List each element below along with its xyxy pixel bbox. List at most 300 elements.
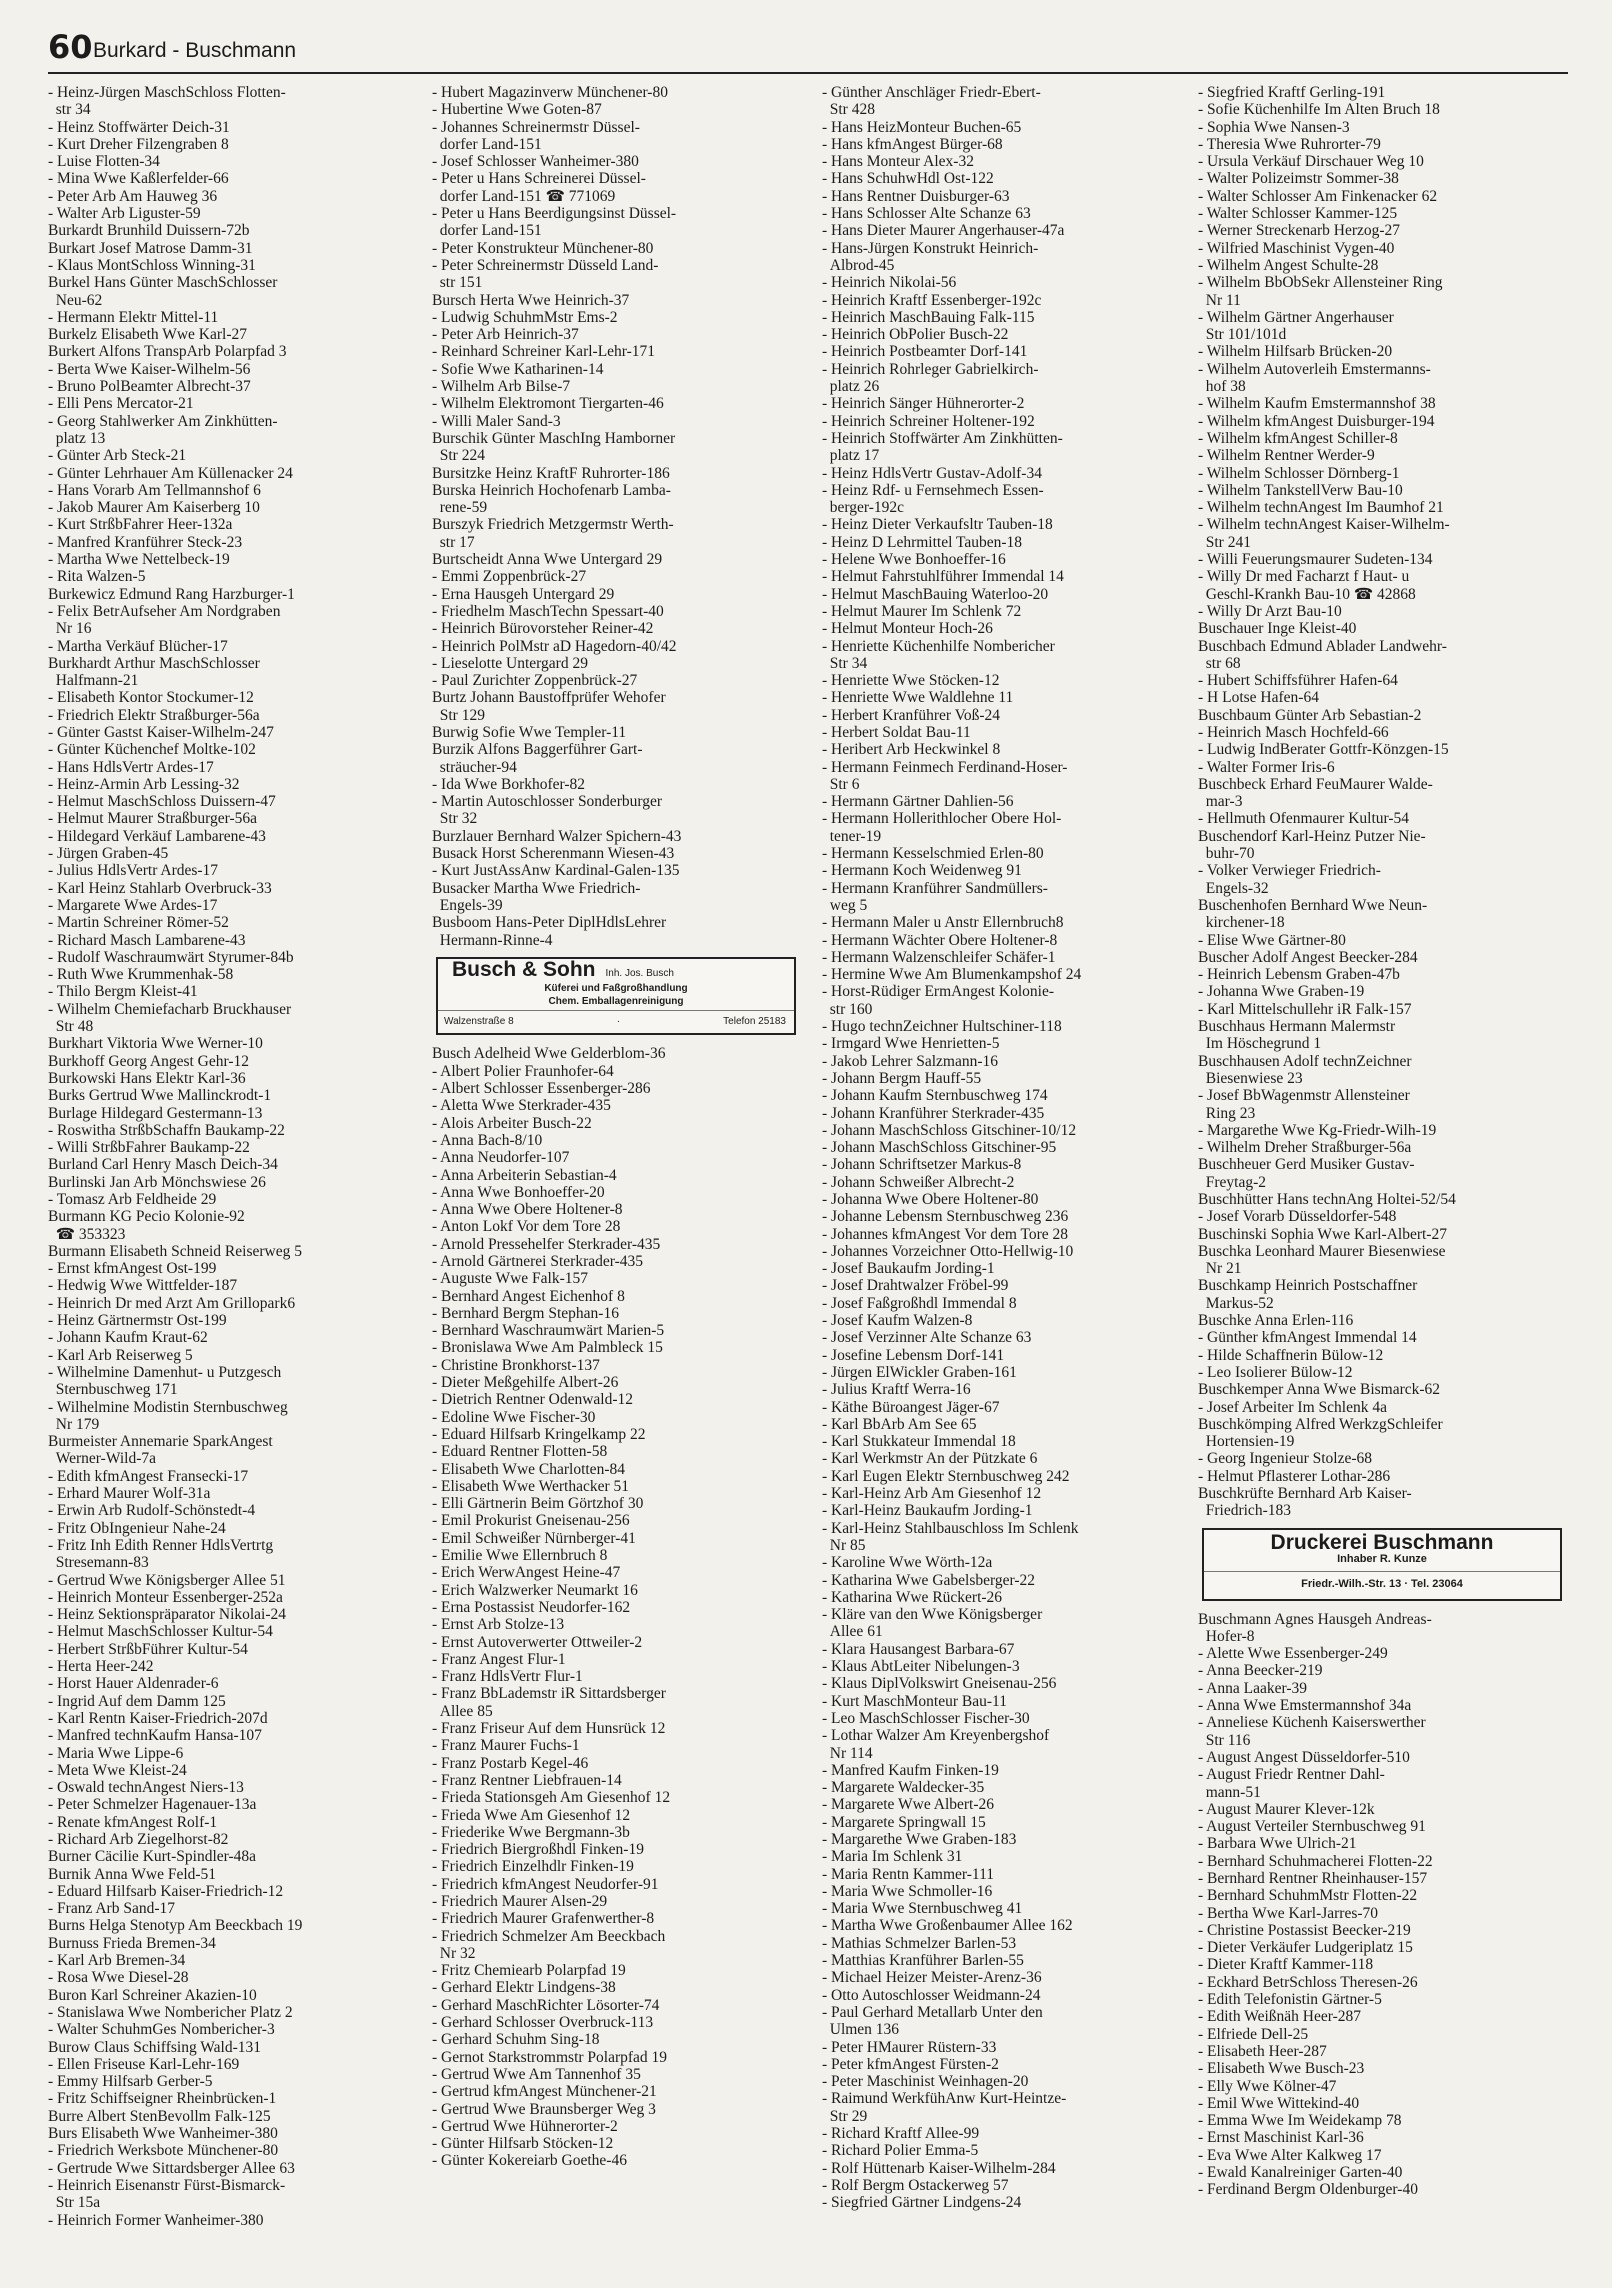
directory-entry: Burmann KG Pecio Kolonie-92 ☎ 353323 [48,1208,245,1243]
directory-entry: - Heinrich Nikolai-56 [822,274,957,292]
directory-entry: - Elisabeth Wwe Charlotten-84 [432,1460,625,1478]
directory-entry: - Ernst Maschinist Karl-36 [1198,2129,1364,2147]
directory-entry: - Hedwig Wwe Wittfelder-187 [48,1277,238,1295]
directory-entry: - Johann Kaufm Kraut-62 [48,1329,208,1347]
directory-entry: - Friedrich Elektr Straßburger-56a [48,706,260,724]
directory-entry: - Wilhelm Rentner Werder-9 [1198,447,1375,465]
directory-entry: - Günter Kokereiarb Goethe-46 [432,2152,627,2170]
directory-entry: - Anna Wwe Obere Holtener-8 [432,1201,623,1219]
directory-entry: - Maria Wwe Sternbuschweg 41 [822,1900,1023,1918]
directory-entry: - Werner Streckenarb Herzog-27 [1198,222,1401,240]
directory-entry: - Josef Drahtwalzer Fröbel-99 [822,1277,1009,1295]
directory-entry: - Franz HdlsVertr Flur-1 [432,1668,583,1686]
directory-entry: - Kurt Dreher Filzengraben 8 [48,135,229,153]
directory-entry: Burner Cäcilie Kurt-Spindler-48a [48,1848,257,1866]
directory-entry: - Helmut Pflasterer Lothar-286 [1198,1467,1391,1485]
directory-entry: - Erich WerwAngest Heine-47 [432,1564,621,1582]
directory-entry: - Ursula Verkäuf Dirschauer Weg 10 [1198,153,1424,171]
directory-entry: - Rosa Wwe Diesel-28 [48,1969,189,1987]
directory-entry: - Maria Im Schlenk 31 [822,1848,963,1866]
directory-entry: - Gertrud Wwe Hühnerorter-2 [432,2117,618,2135]
directory-entry: - Hans Rentner Duisburger-63 [822,187,1010,205]
directory-entry: - Johann MaschSchloss Gitschiner-95 [822,1139,1057,1157]
directory-entry: Burzlauer Bernhard Walzer Spichern-43 [432,827,682,845]
directory-entry: - Gernot Starkstrommstr Polarpfad 19 [432,2048,668,2066]
directory-entry: - Roswitha StrßbSchaffn Baukamp-22 [48,1121,285,1139]
directory-entry: - Rudolf Waschraumwärt Styrumer-84b [48,948,294,966]
directory-entry: - Karl-Heinz Baukaufm Jording-1 [822,1502,1033,1520]
directory-entry: Burkhart Viktoria Wwe Werner-10 [48,1035,263,1053]
directory-entry: - Friedrich kfmAngest Neudorfer-91 [432,1875,659,1893]
directory-entry: Buschhaus Hermann Malermstr Im Höschegrund 1 [1198,1018,1396,1053]
directory-entry: - Peter Arb Heinrich-37 [432,326,579,344]
directory-entry: - Gertrud kfmAngest Münchener-21 [432,2083,657,2101]
directory-entry: Burkewicz Edmund Rang Harzburger-1 [48,585,295,603]
directory-entry: - Wilhelm Angest Schulte-28 [1198,256,1379,274]
directory-entry: - Peter u Hans Schreinerei Düssel- dorfer Land-151 ☎ 771069 [432,170,646,205]
directory-entry: Burland Carl Henry Masch Deich-34 [48,1156,278,1174]
directory-entry: Burschik Günter MaschIng Hamborner Str 224 [432,429,676,465]
directory-entry: - Friedrich Biergroßhdl Finken-19 [432,1841,644,1859]
directory-entry: - Elisabeth Wwe Busch-23 [1198,2060,1365,2078]
directory-entry: - Josef Faßgroßhdl Immendal 8 [822,1294,1017,1312]
directory-entry: - Eckhard BetrSchloss Theresen-26 [1198,1973,1418,1991]
directory-entry: - Dieter Kraftf Kammer-118 [1198,1956,1374,1974]
directory-entry: - Emmi Zoppenbrück-27 [432,568,587,586]
directory-entry: - Josef Arbeiter Im Schlenk 4a [1198,1398,1387,1416]
directory-entry: - Heinrich PolMstr aD Hagedorn-40/42 [432,637,677,655]
directory-entry: - Anna Beecker-219 [1198,1662,1323,1680]
ad-address: Friedr.-Wilh.-Str. 13 · Tel. 23064 [1204,1571,1560,1598]
directory-entry: - Kurt JustAssAnw Kardinal-Galen-135 [432,862,680,880]
directory-entry: - Kurt MaschMonteur Bau-11 [822,1692,1007,1710]
directory-entry: Burkhoff Georg Angest Gehr-12 [48,1052,250,1070]
directory-entry: - Friederike Wwe Bergmann-3b [432,1823,630,1841]
directory-entry: - Edith Telefonistin Gärtner-5 [1198,1991,1382,2009]
directory-entry: - Wilhelm Kaufm Emstermannshof 38 [1198,395,1436,413]
directory-entry: - Dieter Meßgehilfe Albert-26 [432,1374,619,1392]
directory-entry: - Heinrich Schreiner Holtener-192 [822,412,1035,430]
directory-entry: - Wilhelm Schlosser Dörnberg-1 [1198,464,1400,482]
directory-entry: - Karl Heinz Stahlarb Overbruck-33 [48,879,272,897]
directory-entry: - Elfriede Dell-25 [1198,2025,1309,2043]
directory-entry: - Leo MaschSchlosser Fischer-30 [822,1709,1030,1727]
directory-entry: - Leo Isolierer Bülow-12 [1198,1363,1353,1381]
directory-entry: - Johannes Schreinermstr Düssel- dorfer Land-151 [432,118,640,153]
directory-entry: - Heinrich Former Wanheimer-380 [48,2211,264,2229]
directory-entry: - Raimund WerkfühAnw Kurt-Heintze- Str 29 [822,2090,1067,2125]
directory-entry: - Heinrich Sänger Hühnerorter-2 [822,395,1025,413]
directory-entry: - Manfred Kranführer Steck-23 [48,533,243,551]
directory-entry: - Hubert Magazinverw Münchener-80 [432,84,668,101]
directory-entry: - Gerhard Elektr Lindgens-38 [432,1979,616,1997]
directory-entry: - Reinhard Schreiner Karl-Lehr-171 [432,343,656,361]
directory-entry: - Eduard Hilfsarb Kaiser-Friedrich-12 [48,1882,284,1900]
directory-entry: - Willi StrßbFahrer Baukamp-22 [48,1139,250,1157]
directory-entry: - Hans HeizMonteur Buchen-65 [822,118,1022,136]
directory-entry: - Hubertine Wwe Goten-87 [432,101,602,119]
directory-entry: - Hans Schlosser Alte Schanze 63 [822,205,1031,223]
directory-entry: Burkel Hans Günter MaschSchlosser Neu-62 [48,274,278,309]
directory-entry: - Wilhelm Arb Bilse-7 [432,378,571,396]
directory-entry: - Karl-Heinz Arb Am Giesenhof 12 [822,1485,1042,1503]
directory-entry: - Friedrich Schmelzer Am Beeckbach Nr 32 [432,1927,666,1962]
directory-entry: - Elisabeth Kontor Stockumer-12 [48,689,254,707]
directory-entry: - Heinz-Jürgen MaschSchloss Flotten- str 34 [48,84,286,119]
directory-entry: - Bruno PolBeamter Albrecht-37 [48,378,251,396]
directory-entry: - Karl Arb Bremen-34 [48,1952,186,1970]
directory-entry: - Elli Pens Mercator-21 [48,395,194,413]
directory-entry: - Tomasz Arb Feldheide 29 [48,1191,217,1208]
directory-entry: - Wilhelm Autoverleih Emstermanns- hof 38 [1198,360,1431,396]
directory-entry: - Peter Schreinermstr Düsseld Land- str 151 [432,256,659,292]
directory-entry: - August Angest Düsseldorfer-510 [1198,1748,1410,1766]
directory-entry: - Franz Rentner Liebfrauen-14 [432,1771,622,1789]
directory-entry: - Klaus DiplVolkswirt Gneisenau-256 [822,1675,1057,1693]
directory-entry: - Otto Autoschlosser Weidmann-24 [822,1986,1041,2004]
directory-entry: - Margarete Wwe Ardes-17 [48,896,218,914]
directory-entry: - Barbara Wwe Ulrich-21 [1198,1835,1357,1853]
directory-entry: - Christine Bronkhorst-137 [432,1356,600,1374]
directory-entry: - Hans-Jürgen Konstrukt Heinrich- Albrod-45 [822,239,1039,274]
directory-entry: - Peter Maschinist Weinhagen-20 [822,2073,1029,2091]
directory-entry: - Hermann Wächter Obere Holtener-8 [822,931,1058,949]
directory-entry: - Karl BbArb Am See 65 [822,1415,977,1433]
directory-entry: Buschenhofen Bernhard Wwe Neun- kirchener-18 [1198,896,1428,932]
directory-entry: - Gerhard Schlosser Overbruck-113 [432,2014,654,2032]
directory-entry: - Willy Dr Arzt Bau-10 [1198,602,1342,620]
directory-entry: - Edith kfmAngest Fransecki-17 [48,1467,249,1485]
directory-entry: - Günter Lehrhauer Am Küllenacker 24 [48,464,293,482]
directory-entry: - Heinrich Lebensm Graben-47b [1198,966,1400,984]
directory-entry: - Gertrud Wwe Braunsberger Weg 3 [432,2100,656,2118]
directory-entry: - Ernst Arb Stolze-13 [432,1616,565,1634]
directory-entry: Bursitzke Heinz KraftF Ruhrorter-186 [432,464,670,482]
directory-entry: - Margarete Waldecker-35 [822,1779,985,1797]
directory-entry: - Gertrud Wwe Am Tannenhof 35 [432,2065,641,2083]
directory-entry: - Edoline Wwe Fischer-30 [432,1408,596,1426]
directory-entry: - Peter HMaurer Rüstern-33 [822,2038,997,2056]
directory-entry: - Anna Arbeiterin Sebastian-4 [432,1166,617,1184]
directory-entry: Burns Helga Stenotyp Am Beeckbach 19 [48,1917,303,1935]
directory-entry: - Wilhelm Elektromont Tiergarten-46 [432,395,664,413]
directory-entry: - Hubert Schiffsführer Hafen-64 [1198,672,1398,690]
directory-entry: - Willi Feuerungsmaurer Sudeten-134 [1198,551,1433,569]
directory-entry: - Johann MaschSchloss Gitschiner-10/12 [822,1121,1077,1139]
directory-entry: - Bronislawa Wwe Am Palmbleck 15 [432,1339,663,1357]
directory-entry: - Helene Wwe Bonhoeffer-16 [822,551,1006,569]
directory-entry: - Erhard Maurer Wolf-31a [48,1485,211,1503]
directory-entry: Burks Gertrud Wwe Mallinckrodt-1 [48,1087,272,1105]
directory-entry: - Ernst kfmAngest Ost-199 [48,1260,217,1278]
directory-entry: - Franz Angest Flur-1 [432,1650,566,1668]
page-header [48,28,1568,74]
directory-entry: - Friedhelm MaschTechn Spessart-40 [432,602,664,620]
directory-entry: - H Lotse Hafen-64 [1198,689,1319,707]
directory-entry: - Friedrich Maurer Grafenwerther-8 [432,1910,655,1928]
directory-entry: - Hermann Kesselschmied Erlen-80 [822,845,1044,863]
directory-entry: - Josef Kaufm Walzen-8 [822,1312,973,1330]
directory-entry: - Christine Postassist Beecker-219 [1198,1921,1411,1939]
directory-entry: - Franz BbLademstr iR Sittardsberger Allee 85 [432,1685,666,1720]
directory-entry: - Willi Maler Sand-3 [432,412,561,430]
directory-entry: - Ernst Autoverwerter Ottweiler-2 [432,1633,643,1651]
directory-entry: - Karl Eugen Elektr Sternbuschweg 242 [822,1467,1070,1485]
directory-entry: - Herbert StrßbFührer Kultur-54 [48,1640,248,1658]
directory-entry: - Klara Hausangest Barbara-67 [822,1640,1015,1658]
directory-entry: - Alois Arbeiter Busch-22 [432,1114,592,1132]
directory-entry: - Siegfried Gärtner Lindgens-24 [822,2194,1022,2212]
directory-entry: - Arnold Pressehelfer Sterkrader-435 [432,1235,661,1253]
directory-entry: - Frieda Wwe Am Giesenhof 12 [432,1806,631,1824]
directory-entry: - Mina Wwe Kaßlerfelder-66 [48,170,229,188]
directory-entry: - Georg Stahlwerker Am Zinkhütten- platz 13 [48,412,278,447]
directory-entry: - Wilhelm Gärtner Angerhauser Str 101/101d [1198,308,1394,344]
directory-entry: - Margarethe Wwe Graben-183 [822,1830,1017,1848]
ad-service-line: Chem. Emballagenreinigung [548,996,684,1008]
directory-entry: - Hermann Walzenschleifer Schäfer-1 [822,948,1056,966]
directory-column-1 [48,84,418,2229]
directory-entry: - Martha Wwe Nettelbeck-19 [48,551,230,569]
directory-entry: - Theresia Wwe Ruhrorter-79 [1198,135,1381,153]
directory-entry: - Bernhard Angest Eichenhof 8 [432,1287,625,1305]
directory-entry: - Karl-Heinz Stahlbauschloss Im Schlenk Nr 85 [822,1519,1079,1554]
directory-entry: - Rita Walzen-5 [48,568,146,586]
directory-entry: Burkhardt Arthur MaschSchlosser Halfmann-21 [48,654,260,690]
directory-entry: - Heinz-Armin Arb Lessing-32 [48,775,240,793]
directory-entry: - Herbert Kranführer Voß-24 [822,706,1001,724]
directory-entry: - Maria Wwe Lippe-6 [48,1744,184,1762]
directory-entry: - Günther Anschläger Friedr-Ebert- Str 428 [822,84,1041,119]
directory-entry: Bursch Herta Wwe Heinrich-37 [432,291,630,309]
directory-entry: Buschbeck Erhard FeuMaurer Walde- mar-3 [1198,775,1433,811]
directory-entry: - Felix BetrAufseher Am Nordgraben Nr 16 [48,602,281,638]
directory-entry: - Richard Arb Ziegelhorst-82 [48,1830,229,1848]
directory-entry: Buschheuer Gerd Musiker Gustav- Freytag-2 [1198,1156,1415,1191]
directory-entry: - Willy Dr med Facharzt f Haut- u Geschl-Krankh Bau-10 ☎ 42868 [1198,568,1416,603]
directory-entry: - Georg Ingenieur Stolze-68 [1198,1450,1373,1468]
directory-entry: - Luise Flotten-34 [48,153,160,171]
directory-entry: Buschkamp Heinrich Postschaffner Markus-52 [1198,1277,1418,1312]
directory-entry: - Julius Kraftf Werra-16 [822,1381,971,1399]
directory-entry: Buschbaum Günter Arb Sebastian-2 [1198,706,1422,724]
directory-entry: - Henriette Wwe Stöcken-12 [822,672,1000,690]
directory-entry: - Johanna Wwe Graben-19 [1198,983,1365,1001]
directory-entry: - Ellen Friseuse Karl-Lehr-169 [48,2055,240,2073]
directory-entry: Buschbach Edmund Ablader Landwehr- str 68 [1198,637,1447,672]
directory-entry: - Matthias Kranführer Barlen-55 [822,1952,1024,1970]
directory-entry: - Peter Konstrukteur Münchener-80 [432,239,654,257]
directory-entry: Buschauer Inge Kleist-40 [1198,620,1357,638]
ad-service-line: Küferei und Faßgroßhandlung [544,983,688,995]
directory-entry: Burmann Elisabeth Schneid Reiserweg 5 [48,1242,302,1260]
directory-entry: - Jürgen Graben-45 [48,845,169,863]
directory-entry: - Heinrich ObPolier Busch-22 [822,326,1009,344]
directory-entry: - Klaus MontSchloss Winning-31 [48,256,256,274]
directory-entry: - Anneliese Küchenh Kaiserswerther Str 116 [1198,1714,1426,1749]
directory-entry: - Anna Wwe Emstermannshof 34a [1198,1697,1412,1715]
directory-entry: - Elisabeth Wwe Werthacker 51 [432,1477,630,1495]
directory-entry: - Wilhelm TankstellVerw Bau-10 [1198,481,1403,499]
directory-entry: - Wilhelmine Modistin Sternbuschweg Nr 179 [48,1398,288,1433]
directory-entry: - Walter Arb Liguster-59 [48,205,201,223]
directory-entry: Buschinski Sophia Wwe Karl-Albert-27 [1198,1225,1447,1243]
directory-entry: - Mathias Schmelzer Barlen-53 [822,1934,1017,1952]
ad-owner: Inh. Jos. Busch [605,967,674,979]
ad-owner: Inhaber R. Kunze [1337,1552,1427,1565]
directory-entry: - August Friedr Rentner Dahl- mann-51 [1198,1766,1385,1801]
directory-entry: - Thilo Bergm Kleist-41 [48,983,198,1001]
directory-entry: - Emilie Wwe Ellernbruch 8 [432,1547,608,1565]
directory-entry: - Josef BbWagenmstr Allensteiner Ring 23 [1198,1087,1410,1122]
directory-entry: - Manfred Kaufm Finken-19 [822,1761,999,1779]
directory-entry: Burkert Alfons TranspArb Polarpfad 3 [48,343,287,361]
directory-entry: Buschkemper Anna Wwe Bismarck-62 [1198,1381,1441,1399]
directory-entry: Busacker Martha Wwe Friedrich- Engels-39 [432,879,641,914]
directory-entry: - Rolf Bergm Ostackerweg 57 [822,2176,1009,2194]
directory-entry: - Horst-Rüdiger ErmAngest Kolonie- str 160 [822,983,1055,1018]
directory-entry: Burnuss Frieda Bremen-34 [48,1934,216,1952]
directory-entry: - Anna Laaker-39 [1198,1679,1307,1697]
directory-entry: - Martha Wwe Großenbaumer Allee 162 [822,1917,1073,1935]
directory-entry: - Heinrich Postbeamter Dorf-141 [822,343,1028,361]
directory-entry: - Henriette Küchenhilfe Nombericher Str 34 [822,637,1055,672]
directory-entry: Buschke Anna Erlen-116 [1198,1312,1354,1330]
directory-entry: - Hermann Elektr Mittel-11 [48,308,219,326]
directory-entry: Busch Adelheid Wwe Gelderblom-36 [432,1045,666,1063]
directory-entry: - Martin Autoschlosser Sonderburger Str 32 [432,793,663,828]
directory-entry: - Henriette Wwe Waldlehne 11 [822,689,1014,707]
directory-entry: - Paul Zurichter Zoppenbrück-27 [432,672,638,690]
directory-entry: - Heinrich Eisenanstr Fürst-Bismarck- Str 15a [48,2176,286,2212]
directory-entry: - Jürgen ElWickler Graben-161 [822,1363,1017,1381]
directory-entry: Buschhütter Hans technAng Holtei-52/54 [1198,1191,1456,1208]
directory-entry: - Heinrich MaschBauing Falk-115 [822,308,1035,326]
directory-entry: - Renate kfmAngest Rolf-1 [48,1813,218,1831]
directory-entry: - August Maurer Klever-12k [1198,1800,1375,1818]
page-number: 60 [48,28,93,66]
directory-entry: - Hermann Gärtner Dahlien-56 [822,793,1014,811]
directory-entry: - Heinrich Bürovorsteher Reiner-42 [432,620,654,638]
directory-entry: Burnik Anna Wwe Feld-51 [48,1865,217,1883]
directory-entry: - Aletta Wwe Sterkrader-435 [432,1097,611,1115]
directory-entry: - Josefine Lebensm Dorf-141 [822,1346,1005,1364]
directory-entry: - Franz Friseur Auf dem Hunsrück 12 [432,1720,666,1738]
directory-entry: - Dieter Verkäufer Ludgeriplatz 15 [1198,1939,1413,1957]
directory-entry: Buschka Leonhard Maurer Biesenwiese Nr 21 [1198,1242,1446,1278]
directory-entry: - Karl Rentn Kaiser-Friedrich-207d [48,1709,268,1727]
directory-entry: - Hermann Koch Weidenweg 91 [822,862,1022,880]
directory-entry: - Herbert Soldat Bau-11 [822,723,971,741]
advertisement-busch-sohn [436,957,796,1036]
directory-entry: - Elli Gärtnerin Beim Görtzhof 30 [432,1495,644,1513]
directory-entry: - Wilhelm BbObSekr Allensteiner Ring Nr 11 [1198,274,1443,309]
directory-entry: - Margarete Springwall 15 [822,1813,986,1831]
directory-entry: - Hans Vorarb Am Tellmannshof 6 [48,481,261,499]
directory-entry: - Elise Wwe Gärtner-80 [1198,931,1346,949]
directory-entry: - Richard Polier Emma-5 [822,2142,979,2160]
directory-entry: - Johanna Wwe Obere Holtener-80 [822,1191,1039,1208]
directory-entry: - Friedrich Werksbote Münchener-80 [48,2142,279,2160]
directory-entry: - Bertha Wwe Karl-Jarres-70 [1198,1904,1379,1922]
ad-company-name: Druckerei Buschmann [1270,1530,1494,1554]
directory-entry: Busack Horst Scherenmann Wiesen-43 [432,845,675,863]
directory-entry: - Heinrich Kraftf Essenberger-192c [822,291,1042,309]
directory-entry: - Helmut Monteur Hoch-26 [822,620,993,638]
directory-entry: - Herta Heer-242 [48,1658,154,1676]
directory-entry: - Hans kfmAngest Bürger-68 [822,135,1003,153]
directory-entry: - Dietrich Rentner Odenwald-12 [432,1391,634,1409]
directory-entry: - Günther kfmAngest Immendal 14 [1198,1329,1417,1347]
directory-entry: - Wilhelmine Damenhut- u Putzgesch Sternbuschweg 171 [48,1363,282,1399]
directory-entry: - Franz Maurer Fuchs-1 [432,1737,580,1755]
directory-entry: - Josef Schlosser Wanheimer-380 [432,153,639,171]
directory-entry: - Hermann Maler u Anstr Ellernbruch8 [822,914,1064,932]
ad-separator: · [616,1016,621,1028]
directory-entry: - Fritz ObIngenieur Nahe-24 [48,1519,226,1537]
directory-entry: - Günter Hilfsarb Stöcken-12 [432,2135,614,2153]
directory-entry: - Stanislawa Wwe Nombericher Platz 2 [48,2003,293,2021]
directory-entry: - Ludwig IndBerater Gottfr-Könzgen-15 [1198,741,1449,759]
directory-entry: - Günter Arb Steck-21 [48,447,187,465]
directory-entry: - Kläre van den Wwe Königsberger Allee 61 [822,1606,1043,1641]
directory-entry: - Anna Neudorfer-107 [432,1149,570,1167]
directory-entry: - Paul Gerhard Metallarb Unter den Ulmen 136 [822,2003,1043,2039]
directory-entry: - Sofie Küchenhilfe Im Alten Bruch 18 [1198,101,1440,119]
ad-company-name: Busch & Sohn [452,957,596,981]
directory-entry: - Hermann Hollerithlocher Obere Hol- tener-19 [822,810,1062,845]
directory-entry: - Horst Hauer Aldenrader-6 [48,1675,219,1693]
directory-entry: - Wilhelm Chemiefacharb Bruckhauser Str 48 [48,1000,292,1036]
directory-entry: - Jakob Lehrer Salzmann-16 [822,1052,999,1070]
directory-entry: - Eduard Rentner Flotten-58 [432,1443,608,1461]
directory-entry: - Franz Postarb Kegel-46 [432,1754,589,1772]
directory-entry: - Jakob Maurer Am Kaiserberg 10 [48,499,260,517]
directory-entry: - Hermann Feinmech Ferdinand-Hoser- Str 6 [822,758,1068,793]
directory-entry: - Hermine Wwe Am Blumenkampshof 24 [822,966,1082,984]
directory-entry: - Josef Vorarb Düsseldorfer-548 [1198,1208,1397,1226]
directory-entry: - Emmy Hilfsarb Gerber-5 [48,2073,213,2091]
directory-entry: - Frieda Stationsgeh Am Giesenhof 12 [432,1789,671,1807]
directory-entry: - Ewald Kanalreiniger Garten-40 [1198,2164,1403,2182]
directory-entry: Buschhausen Adolf technZeichner Biesenwiese 23 [1198,1052,1412,1087]
directory-entry: - Franz Arb Sand-17 [48,1900,175,1918]
directory-entry: - Anna Bach-8/10 [432,1131,543,1149]
directory-entry: Burlage Hildegard Gestermann-13 [48,1104,263,1122]
directory-entry: - Karl Mittelschullehr iR Falk-157 [1198,1000,1412,1018]
directory-entry: - Katharina Wwe Gabelsberger-22 [822,1571,1036,1589]
directory-entry: - Heinrich Dr med Arzt Am Grillopark6 [48,1294,296,1312]
directory-entry: - Walter Former Iris-6 [1198,758,1335,776]
directory-entry: - Albert Schlosser Essenberger-286 [432,1080,651,1098]
directory-entry: Burzik Alfons Baggerführer Gart- sträucher-94 [432,741,643,776]
directory-entry: - Julius HdlsVertr Ardes-17 [48,862,219,880]
directory-entry: - Heinz Rdf- u Fernsehmech Essen- berger-192c [822,481,1044,517]
directory-entry: - Johann Kaufm Sternbuschweg 174 [822,1087,1048,1105]
directory-entry: - Katharina Wwe Rückert-26 [822,1588,1003,1606]
directory-entry: - Karl Stukkateur Immendal 18 [822,1433,1016,1451]
directory-entry: - Heinrich Stoffwärter Am Zinkhütten- platz 17 [822,429,1063,465]
directory-entry: Buron Karl Schreiner Akazien-10 [48,1986,257,2004]
directory-entry: Burs Elisabeth Wwe Wanheimer-380 [48,2125,278,2143]
directory-entry: Buscher Adolf Angest Beecker-284 [1198,948,1418,966]
directory-entry: - Fritz Inh Edith Renner HdlsVertrtg Stresemann-83 [48,1536,274,1572]
directory-entry: - Berta Wwe Kaiser-Wilhelm-56 [48,360,251,378]
directory-entry: - Walter Schlosser Am Finkenacker 62 [1198,187,1438,205]
directory-entry: - Gertrude Wwe Sittardsberger Allee 63 [48,2159,295,2177]
directory-entry: - Hellmuth Ofenmaurer Kultur-54 [1198,810,1410,828]
directory-entry: - Martha Verkäuf Blücher-17 [48,637,228,655]
